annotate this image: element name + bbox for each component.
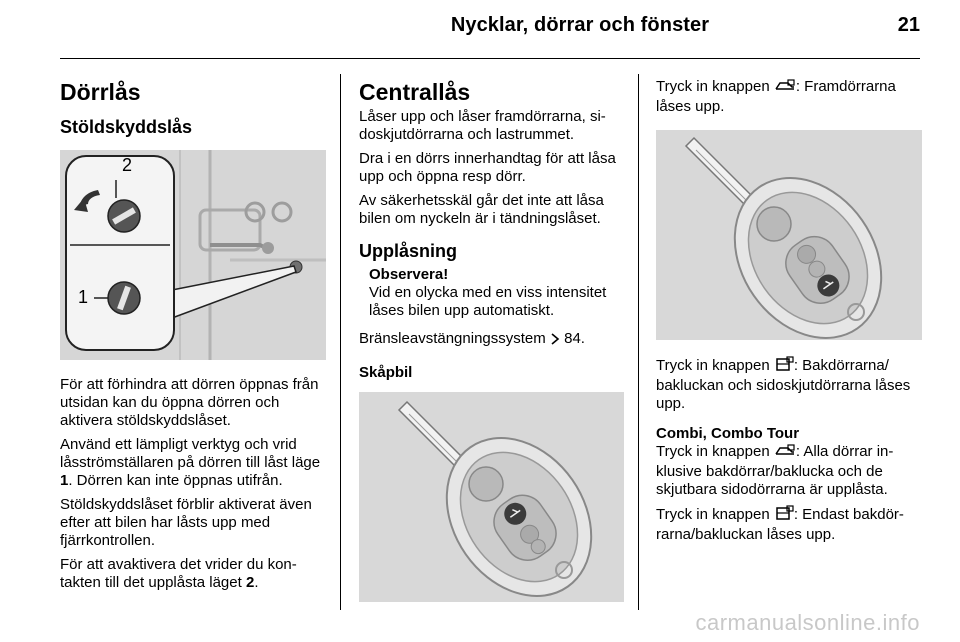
page-header-title: Nycklar, dörrar och fönster bbox=[450, 14, 710, 36]
text-run: : Endast bakdörrarna/bakluckan låses upp. bbox=[656, 506, 904, 543]
paragraph-antitheft-intro: För att förhindra att dörren öppnas från utsidan kan du öppna dörren och aktivera stöldskyddslåset. bbox=[60, 376, 319, 429]
paragraph-antitheft-tool bbox=[60, 436, 326, 490]
bold-ref: 1 bbox=[60, 472, 69, 489]
section-title-door-locks: Dörrlås bbox=[60, 79, 141, 105]
paragraph-fuel-cutoff bbox=[359, 330, 624, 350]
paragraph-safety: Av säkerhetsskäl går det inte att låsa bilen om nyckeln är i tändningslåset. bbox=[359, 192, 604, 227]
text-run: Tryck in knappen bbox=[656, 506, 774, 523]
column-divider bbox=[340, 74, 341, 610]
text-run: : Bakdörrarna/ bakluckan och sidoskjutdörrarna låses upp. bbox=[656, 357, 911, 412]
figure-van-key bbox=[359, 392, 624, 602]
figure-front-key bbox=[656, 130, 922, 340]
text-run: Tryck in knappen bbox=[656, 78, 774, 95]
subsection-title-van: Skåpbil bbox=[359, 364, 413, 381]
car-front-unlock-icon bbox=[774, 79, 796, 98]
text-run: Tryck in knappen bbox=[656, 357, 774, 374]
car-rear-unlock-icon bbox=[774, 356, 794, 377]
text-run: Använd ett lämpligt verktyg och vrid låsströmställaren på dörren till låst läge bbox=[60, 436, 321, 471]
text-run: . bbox=[254, 574, 259, 591]
page-reference: 84. bbox=[564, 330, 585, 347]
paragraph-front-unlock bbox=[656, 78, 922, 116]
subsection-title-combi: Combi, Combo Tour bbox=[656, 425, 800, 442]
paragraph-inner-handle: Dra i en dörrs innerhandtag för att låsa upp och öppna resp dörr. bbox=[359, 150, 616, 185]
text-run: För att avaktivera det vrider du kontakten till det upplåsta läget bbox=[60, 556, 297, 591]
paragraph-central-lock-intro: Låser upp och låser framdörrarna, sidoskjutdörrarna och lastrummet. bbox=[359, 108, 606, 143]
text-run: Tryck in knappen bbox=[656, 443, 774, 460]
car-rear-unlock-icon bbox=[774, 505, 794, 526]
watermark: carmanualsonline.info bbox=[695, 610, 920, 635]
figure-label-2: 2 bbox=[122, 155, 133, 175]
subsection-title-unlocking: Upplåsning bbox=[359, 241, 457, 261]
text-run: : Alla dörrar inklusive bakdörrar/baklucka och de skjutbara sidodörrarna är upplåsta. bbox=[656, 443, 894, 498]
paragraph-combi-rear-unlock bbox=[656, 505, 922, 544]
section-title-central-lock: Centrallås bbox=[359, 79, 471, 105]
door-lock-illustration bbox=[60, 150, 326, 360]
column-2 bbox=[359, 72, 624, 602]
figure-door-lock bbox=[60, 150, 326, 360]
note-text: Vid en olycka med en viss intensitet låses bilen upp automatiskt. bbox=[369, 284, 607, 319]
column-1 bbox=[60, 72, 326, 592]
text-run: . Dörren kan inte öppnas utifrån. bbox=[68, 472, 283, 489]
paragraph-antitheft-remains: Stöldskyddslåset förblir aktiverat även efter att bilen har låsts upp med fjärrkontrollen. bbox=[60, 496, 312, 549]
note-title: Observera! bbox=[369, 266, 449, 283]
car-front-unlock-icon bbox=[774, 444, 796, 463]
column-divider bbox=[638, 74, 639, 610]
key-fob-illustration bbox=[359, 392, 624, 602]
bold-ref: 2 bbox=[245, 574, 255, 591]
paragraph-combi-all-unlock bbox=[656, 443, 922, 499]
note-box bbox=[359, 266, 624, 320]
paragraph-antitheft-deactivate bbox=[60, 556, 326, 592]
figure-label-1: 1 bbox=[78, 287, 89, 307]
page-number: 21 bbox=[897, 14, 920, 36]
paragraph-rear-unlock bbox=[656, 356, 922, 413]
text-run: : Framdörrarna låses upp. bbox=[656, 78, 896, 115]
key-fob-illustration bbox=[656, 130, 922, 340]
page-reference-arrow-icon bbox=[550, 332, 560, 350]
subsection-title-antitheft: Stöldskyddslås bbox=[60, 117, 193, 137]
text-run: Bränsleavstängningssystem bbox=[359, 330, 546, 347]
column-3 bbox=[656, 72, 922, 544]
header-rule bbox=[60, 58, 920, 59]
